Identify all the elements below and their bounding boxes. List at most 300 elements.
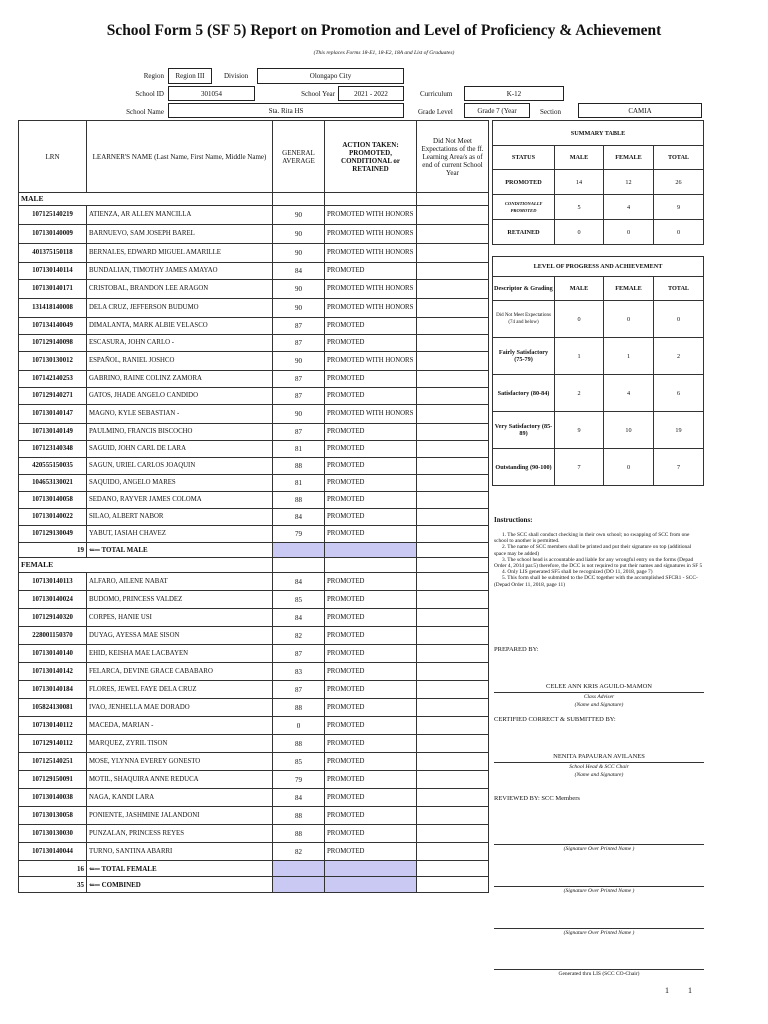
general-average: 87: [273, 335, 325, 352]
learner-lrn: 107129140271: [19, 388, 87, 405]
table-row: [19, 526, 489, 543]
generated-label: Generated thru LIS (SCC CO-Chair): [558, 971, 640, 977]
learner-name: EHID, KEISHA MAE LACBAYEN: [87, 645, 273, 663]
general-average: 84: [273, 509, 325, 526]
female-section-label: FEMALE: [19, 558, 273, 573]
general-average: 88: [273, 807, 325, 825]
scc-member-line-1: [494, 844, 704, 845]
learner-name: SAQUIDO, ANGELO MARES: [87, 475, 273, 492]
summary-male: 5: [555, 195, 604, 220]
col-not-met: Did Not Meet Expectations of the ff. Learning Area/s as of end of current School Year: [417, 121, 489, 193]
scc-member-sub-2: (Signature Over Printed Name ): [563, 888, 635, 894]
head-role: School Head & SCC Chair: [569, 764, 629, 770]
not-met-cell: [417, 627, 489, 645]
not-met-cell: [417, 206, 489, 225]
not-met-cell: [417, 663, 489, 681]
table-row: [19, 699, 489, 717]
prepared-by-label: PREPARED BY:: [494, 646, 539, 653]
learner-lrn: 107129130049: [19, 526, 87, 543]
instruction-item: 5. This form shall be submitted to the DCC together with the accomplished SFCR1 - SCC- (Depad Order 11, 2018, page 11): [494, 575, 698, 588]
progress-total: 2: [654, 338, 704, 375]
learner-name: MOSE, YLYNNA EVEREY GONESTO: [87, 753, 273, 771]
learner-name: ALFARO, AILENE NABAT: [87, 573, 273, 591]
instructions-title: Instructions:: [494, 516, 533, 524]
table-row: [19, 609, 489, 627]
not-met-cell: [417, 458, 489, 475]
table-row: [19, 299, 489, 318]
learner-lrn: 107130140044: [19, 843, 87, 861]
progress-descriptor: Satisfactory (80-84): [493, 375, 555, 412]
general-average: 85: [273, 753, 325, 771]
progress-female: 0: [604, 449, 654, 486]
not-met-cell: [417, 244, 489, 263]
action-taken: PROMOTED: [325, 825, 417, 843]
learner-lrn: 107130140038: [19, 789, 87, 807]
action-taken: PROMOTED WITH HONORS: [325, 352, 417, 371]
learner-name: BERNALES, EDWARD MIGUEL AMARILLE: [87, 244, 273, 263]
general-average: 81: [273, 441, 325, 458]
general-average: 87: [273, 388, 325, 405]
summary-male: 14: [555, 170, 604, 195]
scc-member-line-2: [494, 886, 704, 887]
summary-col-header: STATUS: [493, 146, 555, 170]
summary-female: 0: [604, 220, 654, 245]
general-average: 82: [273, 843, 325, 861]
action-taken: PROMOTED: [325, 388, 417, 405]
not-met-cell: [417, 699, 489, 717]
not-met-cell: [417, 424, 489, 441]
progress-total: 0: [654, 301, 704, 338]
division-field: Olongapo City: [257, 68, 404, 84]
learner-lrn: 107130140113: [19, 573, 87, 591]
learner-name: MAGNO, KYLE SEBASTIAN -: [87, 405, 273, 424]
page-total: 1: [688, 986, 692, 995]
summary-total: 0: [654, 220, 704, 245]
learner-name: DELA CRUZ, JEFFERSON BUDUMO: [87, 299, 273, 318]
table-row: [19, 627, 489, 645]
progress-total: 19: [654, 412, 704, 449]
progress-male: 7: [555, 449, 604, 486]
action-taken: PROMOTED: [325, 843, 417, 861]
not-met-cell: [417, 371, 489, 388]
table-row: [19, 405, 489, 424]
general-average: 87: [273, 681, 325, 699]
table-row: [19, 352, 489, 371]
learner-lrn: 104653130021: [19, 475, 87, 492]
action-taken: PROMOTED WITH HONORS: [325, 299, 417, 318]
not-met-cell: [417, 681, 489, 699]
progress-descriptor: Very Satisfactory (85-89): [493, 412, 555, 449]
action-taken: PROMOTED: [325, 424, 417, 441]
not-met-cell: [417, 388, 489, 405]
grade-level-label: Grade Level: [418, 108, 453, 116]
region-label: Region: [143, 72, 164, 80]
grade-level-field: Grade 7 (Year: [464, 103, 530, 118]
adviser-line: [494, 692, 704, 693]
learner-name: YABUT, IASIAH CHAVEZ: [87, 526, 273, 543]
action-taken: PROMOTED: [325, 492, 417, 509]
learner-name: DIMALANTA, MARK ALBIE VELASCO: [87, 318, 273, 335]
general-average: 0: [273, 717, 325, 735]
not-met-cell: [417, 335, 489, 352]
action-taken: PROMOTED: [325, 335, 417, 352]
learner-name: PAULMINO, FRANCIS BISCOCHO: [87, 424, 273, 441]
general-average: 88: [273, 699, 325, 717]
learner-lrn: 107130140058: [19, 492, 87, 509]
general-average: 84: [273, 263, 325, 280]
progress-col-header: TOTAL: [654, 277, 704, 301]
school-name-label: School Name: [126, 108, 164, 116]
general-average: 90: [273, 225, 325, 244]
general-average: 87: [273, 645, 325, 663]
learner-name: PONIENTE, JASHMINE JALANDONI: [87, 807, 273, 825]
general-average: 79: [273, 771, 325, 789]
action-taken: PROMOTED WITH HONORS: [325, 206, 417, 225]
general-average: 84: [273, 609, 325, 627]
table-row: [19, 825, 489, 843]
progress-col-header: Descriptor & Grading: [493, 277, 555, 301]
progress-col-header: FEMALE: [604, 277, 654, 301]
col-name: LEARNER'S NAME (Last Name, First Name, Middle Name): [87, 121, 273, 193]
progress-title: LEVEL OF PROGRESS AND ACHIEVEMENT: [493, 257, 704, 277]
col-average: GENERAL AVERAGE: [273, 121, 325, 193]
action-taken: PROMOTED: [325, 789, 417, 807]
not-met-cell: [417, 735, 489, 753]
learner-name: SILAO, ALBERT NABOR: [87, 509, 273, 526]
progress-col-header: MALE: [555, 277, 604, 301]
summary-status: RETAINED: [493, 220, 555, 245]
total-male-count: 19: [19, 543, 87, 558]
progress-total: 6: [654, 375, 704, 412]
not-met-cell: [417, 352, 489, 371]
action-taken: PROMOTED: [325, 591, 417, 609]
progress-female: 10: [604, 412, 654, 449]
table-row: [19, 843, 489, 861]
not-met-cell: [417, 825, 489, 843]
region-field: Region III: [168, 68, 212, 84]
not-met-cell: [417, 771, 489, 789]
action-taken: PROMOTED: [325, 663, 417, 681]
learner-lrn: 107129150091: [19, 771, 87, 789]
head-sub: (Name and Signature): [574, 772, 624, 778]
total-female-count: 16: [19, 861, 87, 877]
not-met-cell: [417, 225, 489, 244]
learner-name: ESPAÑOL, RANIEL JOSHCO: [87, 352, 273, 371]
table-row: [19, 424, 489, 441]
not-met-cell: [417, 717, 489, 735]
not-met-cell: [417, 526, 489, 543]
learner-lrn: 107123140348: [19, 441, 87, 458]
action-taken: PROMOTED WITH HONORS: [325, 280, 417, 299]
learner-lrn: 107130140171: [19, 280, 87, 299]
table-row: [19, 789, 489, 807]
learner-name: BUNDALIAN, TIMOTHY JAMES AMAYAO: [87, 263, 273, 280]
progress-female: 0: [604, 301, 654, 338]
general-average: 85: [273, 591, 325, 609]
section-label: Section: [540, 108, 561, 116]
generated-line: [494, 969, 704, 970]
action-taken: PROMOTED: [325, 318, 417, 335]
certified-label: CERTIFIED CORRECT & SUBMITTED BY:: [494, 716, 616, 723]
progress-descriptor: Did Not Meet Expectations (74 and below): [493, 301, 555, 338]
learner-lrn: 107130140184: [19, 681, 87, 699]
table-row: [19, 645, 489, 663]
learner-lrn: 228001150370: [19, 627, 87, 645]
table-row: [19, 735, 489, 753]
instruction-item: 1. The SCC shall conduct checking in their own school; no swapping of SCC from one school to another is permitted.: [494, 532, 690, 545]
learner-lrn: 107125140251: [19, 753, 87, 771]
reviewed-label: REVIEWED BY: SCC Members: [494, 795, 580, 802]
learner-lrn: 107130140114: [19, 263, 87, 280]
not-met-cell: [417, 573, 489, 591]
table-row: [19, 492, 489, 509]
learner-lrn: 107125140219: [19, 206, 87, 225]
learner-name: IVAO, JENHELLA MAE DORADO: [87, 699, 273, 717]
general-average: 88: [273, 458, 325, 475]
learner-lrn: 107130140022: [19, 509, 87, 526]
not-met-cell: [417, 609, 489, 627]
not-met-cell: [417, 299, 489, 318]
table-row: [19, 807, 489, 825]
learner-lrn: 107130130058: [19, 807, 87, 825]
table-row: [19, 717, 489, 735]
table-row: [19, 335, 489, 352]
summary-col-header: FEMALE: [604, 146, 654, 170]
action-taken: PROMOTED: [325, 645, 417, 663]
action-taken: PROMOTED: [325, 263, 417, 280]
general-average: 90: [273, 244, 325, 263]
learner-name: SEDANO, RAYVER JAMES COLOMA: [87, 492, 273, 509]
progress-descriptor: Outstanding (90-100): [493, 449, 555, 486]
table-row: [19, 388, 489, 405]
table-row: [19, 225, 489, 244]
curriculum-label: Curriculum: [420, 90, 453, 98]
progress-female: 4: [604, 375, 654, 412]
adviser-role: Class Adviser: [583, 694, 615, 700]
not-met-cell: [417, 843, 489, 861]
form-subtitle: (This replaces Forms 18-E1, 18-E2, 18A and List of Graduates): [313, 50, 455, 56]
progress-female: 1: [604, 338, 654, 375]
male-section-label: MALE: [19, 193, 273, 206]
table-row: [19, 318, 489, 335]
learner-name: BUDOMO, PRINCESS VALDEZ: [87, 591, 273, 609]
summary-female: 4: [604, 195, 654, 220]
head-name: NENITA PAPAURAN AVILANES: [553, 753, 645, 760]
combined-count: 35: [19, 877, 87, 893]
summary-male: 0: [555, 220, 604, 245]
not-met-cell: [417, 405, 489, 424]
instruction-item: 2. The name of SCC members shall be printed and put their signature on top (additional space may be added): [494, 544, 692, 557]
col-action: ACTION TAKEN: PROMOTED, CONDITIONAL or RETAINED: [325, 121, 417, 193]
table-row: [19, 573, 489, 591]
not-met-cell: [417, 280, 489, 299]
summary-table: [492, 120, 704, 245]
progress-male: 0: [555, 301, 604, 338]
action-taken: PROMOTED: [325, 717, 417, 735]
general-average: 90: [273, 206, 325, 225]
learner-lrn: 107134140049: [19, 318, 87, 335]
action-taken: PROMOTED: [325, 681, 417, 699]
action-taken: PROMOTED: [325, 441, 417, 458]
general-average: 88: [273, 825, 325, 843]
general-average: 90: [273, 405, 325, 424]
table-row: [19, 244, 489, 263]
general-average: 87: [273, 424, 325, 441]
learner-name: CORPES, HANIE USI: [87, 609, 273, 627]
learner-name: NAGA, KANDI LARA: [87, 789, 273, 807]
learner-name: MACEDA, MARIAN -: [87, 717, 273, 735]
school-id-label: School ID: [135, 90, 164, 98]
action-taken: PROMOTED WITH HONORS: [325, 405, 417, 424]
action-taken: PROMOTED WITH HONORS: [325, 244, 417, 263]
not-met-cell: [417, 475, 489, 492]
general-average: 84: [273, 789, 325, 807]
general-average: 87: [273, 318, 325, 335]
learner-lrn: 107130130012: [19, 352, 87, 371]
scc-member-line-3: [494, 928, 704, 929]
total-male-label: ⇐═ TOTAL MALE: [87, 543, 273, 558]
summary-col-header: MALE: [555, 146, 604, 170]
learner-lrn: 420555150035: [19, 458, 87, 475]
summary-status: PROMOTED: [493, 170, 555, 195]
general-average: 87: [273, 371, 325, 388]
learner-name: DUYAG, AYESSA MAE SISON: [87, 627, 273, 645]
combined-label: ⇐═ COMBINED: [87, 877, 273, 893]
table-row: [19, 681, 489, 699]
table-row: [19, 263, 489, 280]
learner-lrn: 107130140147: [19, 405, 87, 424]
adviser-name: CELEE ANN KRIS AGUILO-MAMON: [546, 683, 652, 690]
learner-name: PUNZALAN, PRINCESS REYES: [87, 825, 273, 843]
action-taken: PROMOTED: [325, 771, 417, 789]
table-row: [19, 441, 489, 458]
general-average: 88: [273, 492, 325, 509]
learner-name: BARNUEVO, SAM JOSEPH BAREL: [87, 225, 273, 244]
school-year-label: School Year: [301, 90, 335, 98]
table-row: [19, 771, 489, 789]
action-taken: PROMOTED: [325, 735, 417, 753]
learner-name: SAGUID, JOHN CARL DE LARA: [87, 441, 273, 458]
scc-member-sub-1: (Signature Over Printed Name ): [563, 846, 635, 852]
instruction-item: 3. The school head is accountable and liable for any wrongful entry on the forms (Depad Order 4, 2014 par.5) therefore, the DCC is not required to put their names and signatures in SF 5: [494, 556, 703, 570]
learner-lrn: 107130140024: [19, 591, 87, 609]
action-taken: PROMOTED: [325, 573, 417, 591]
progress-total: 7: [654, 449, 704, 486]
general-average: 79: [273, 526, 325, 543]
learner-name: GABRINO, RAINE COLINZ ZAMORA: [87, 371, 273, 388]
learner-name: MARQUEZ, ZYRIL TISON: [87, 735, 273, 753]
learner-name: ATIENZA, AR ALLEN MANCILLA: [87, 206, 273, 225]
adviser-sub: (Name and Signature): [574, 702, 624, 708]
learner-lrn: 107130140112: [19, 717, 87, 735]
action-taken: PROMOTED: [325, 458, 417, 475]
table-row: [19, 509, 489, 526]
action-taken: PROMOTED: [325, 475, 417, 492]
progress-descriptor: Fairly Satisfactory (75-79): [493, 338, 555, 375]
summary-total: 9: [654, 195, 704, 220]
learner-name: TURNO, SANTINA ABARRI: [87, 843, 273, 861]
action-taken: PROMOTED: [325, 526, 417, 543]
summary-col-header: TOTAL: [654, 146, 704, 170]
not-met-cell: [417, 509, 489, 526]
page-current: 1: [665, 986, 669, 995]
action-taken: PROMOTED: [325, 371, 417, 388]
curriculum-field: K-12: [464, 86, 564, 101]
table-row: [19, 280, 489, 299]
summary-status: CONDITIONALLY PROMOTED: [493, 195, 555, 220]
action-taken: PROMOTED: [325, 509, 417, 526]
summary-total: 26: [654, 170, 704, 195]
col-lrn: LRN: [19, 121, 87, 193]
learner-lrn: 107130130030: [19, 825, 87, 843]
total-female-label: ⇐═ TOTAL FEMALE: [87, 861, 273, 877]
action-taken: PROMOTED: [325, 699, 417, 717]
table-row: [19, 663, 489, 681]
head-line: [494, 762, 704, 763]
not-met-cell: [417, 645, 489, 663]
not-met-cell: [417, 263, 489, 280]
progress-male: 9: [555, 412, 604, 449]
learner-lrn: 107129140098: [19, 335, 87, 352]
division-label: Division: [224, 72, 249, 80]
table-row: [19, 371, 489, 388]
general-average: 90: [273, 280, 325, 299]
learners-table: [18, 120, 489, 893]
action-taken: PROMOTED WITH HONORS: [325, 225, 417, 244]
school-id-field: 301054: [168, 86, 255, 101]
school-name-field: Sta. Rita HS: [168, 103, 404, 118]
learner-lrn: 131418140008: [19, 299, 87, 318]
summary-title: SUMMARY TABLE: [493, 121, 704, 146]
not-met-cell: [417, 807, 489, 825]
learner-lrn: 105824130081: [19, 699, 87, 717]
general-average: 84: [273, 573, 325, 591]
not-met-cell: [417, 318, 489, 335]
general-average: 88: [273, 735, 325, 753]
summary-female: 12: [604, 170, 654, 195]
not-met-cell: [417, 789, 489, 807]
learner-lrn: 107130140149: [19, 424, 87, 441]
progress-male: 1: [555, 338, 604, 375]
learner-lrn: 107142140253: [19, 371, 87, 388]
form-title: School Form 5 (SF 5) Report on Promotion and Level of Proficiency & Achievement: [106, 22, 662, 39]
learner-lrn: 107129140320: [19, 609, 87, 627]
learner-name: GATOS, JHADE ANGELO CANDIDO: [87, 388, 273, 405]
learner-lrn: 107130140140: [19, 645, 87, 663]
learner-lrn: 401375150118: [19, 244, 87, 263]
general-average: 83: [273, 663, 325, 681]
learner-name: FLORES, JEWEL FAYE DELA CRUZ: [87, 681, 273, 699]
learner-lrn: 107130140009: [19, 225, 87, 244]
action-taken: PROMOTED: [325, 807, 417, 825]
school-year-field: 2021 - 2022: [338, 86, 404, 101]
table-row: [19, 591, 489, 609]
table-row: [19, 458, 489, 475]
table-row: [19, 206, 489, 225]
action-taken: PROMOTED: [325, 627, 417, 645]
learner-name: SAGUN, URIEL CARLOS JOAQUIN: [87, 458, 273, 475]
not-met-cell: [417, 441, 489, 458]
learner-name: FELARCA, DEVINE GRACE CABABARO: [87, 663, 273, 681]
not-met-cell: [417, 591, 489, 609]
learner-name: ESCASURA, JOHN CARLO -: [87, 335, 273, 352]
general-average: 81: [273, 475, 325, 492]
instruction-item: 4. Only LIS generated SF5 shall be recognized (DO 11, 2018, page 7): [502, 569, 653, 576]
general-average: 82: [273, 627, 325, 645]
progress-table: [492, 256, 704, 486]
section-field: CAMIA: [578, 103, 702, 118]
scc-member-sub-3: (Signature Over Printed Name ): [563, 930, 635, 936]
